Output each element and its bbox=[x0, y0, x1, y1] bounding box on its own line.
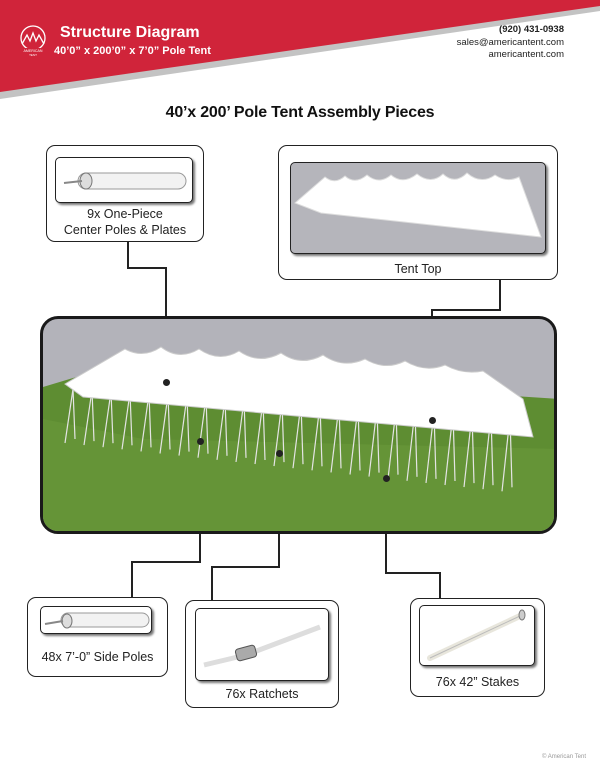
email-link[interactable]: sales@americantent.com bbox=[456, 37, 564, 48]
tent-top-marker bbox=[429, 417, 436, 424]
side-pole-marker bbox=[197, 438, 204, 445]
center-pole-image bbox=[55, 157, 193, 203]
stakes-label: 76x 42” Stakes bbox=[435, 675, 520, 689]
side-poles-card bbox=[27, 597, 168, 677]
copyright: © American Tent bbox=[542, 754, 586, 760]
svg-text:TENT: TENT bbox=[29, 53, 37, 57]
tent-assembly-scene bbox=[40, 316, 557, 534]
center-pole-marker bbox=[163, 379, 170, 386]
center-poles-card bbox=[46, 145, 204, 242]
ratchets-card bbox=[185, 600, 339, 708]
tent-top-card bbox=[278, 145, 558, 280]
ratchet-marker bbox=[276, 450, 283, 457]
tent-top-image bbox=[290, 162, 546, 254]
page-title: 40’x 200’ Pole Tent Assembly Pieces bbox=[165, 104, 435, 121]
side-poles-label: 48x 7’-0” Side Poles bbox=[41, 650, 154, 664]
center-poles-label-1: 9x One-Piece bbox=[87, 207, 163, 221]
side-pole-image bbox=[40, 606, 152, 634]
header-title: Structure Diagram bbox=[60, 24, 200, 41]
stake-image bbox=[419, 605, 535, 666]
ratchets-label: 76x Ratchets bbox=[225, 687, 299, 701]
center-poles-label-2: Center Poles & Plates bbox=[63, 223, 187, 237]
ratchet-image bbox=[195, 608, 329, 681]
header-subtitle: 40’0” x 200’0” x 7’0” Pole Tent bbox=[54, 45, 211, 57]
stake-marker bbox=[383, 475, 390, 482]
website-link[interactable]: americantent.com bbox=[488, 49, 564, 60]
stakes-card bbox=[410, 598, 545, 697]
svg-text:AMERICAN: AMERICAN bbox=[23, 49, 43, 53]
tent-top-label: Tent Top bbox=[394, 262, 442, 276]
phone-number: (920) 431-0938 bbox=[499, 24, 564, 35]
